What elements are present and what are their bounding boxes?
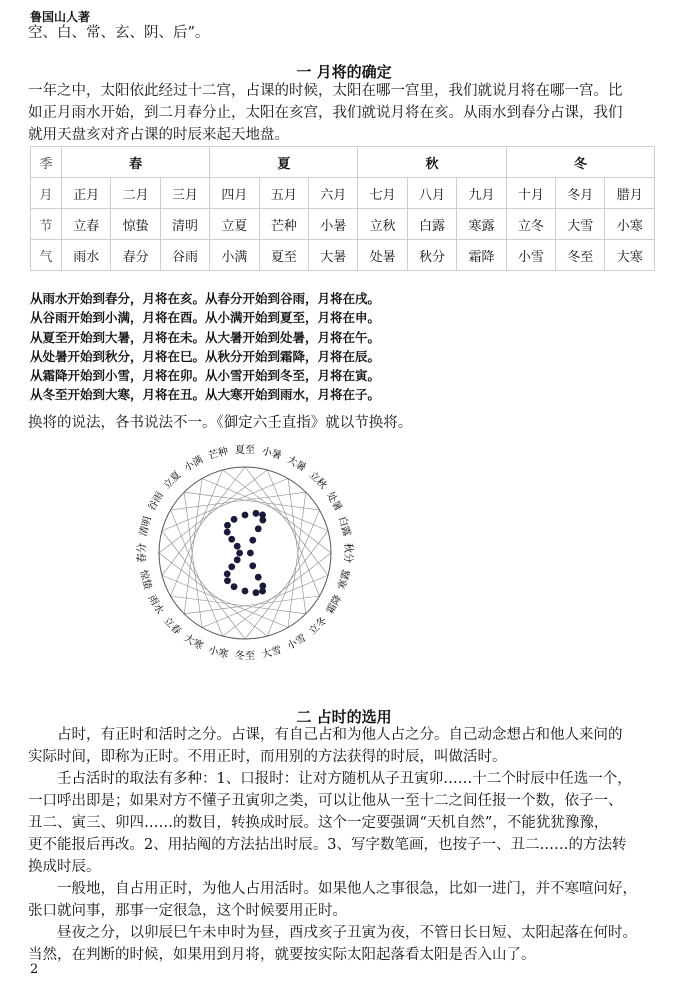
dial-term-label: 大暑 <box>284 454 308 474</box>
season-cell: 春 <box>62 147 210 178</box>
section2-body <box>28 724 662 966</box>
dial-term-label: 谷雨 <box>146 490 166 514</box>
sun-position-dot <box>253 589 260 596</box>
section1-paragraph <box>28 80 662 146</box>
sun-position-dot <box>236 550 243 557</box>
dial-chord <box>171 510 223 636</box>
text-line: 占时，有正时和活时之分。占课，有自己占和为他人占之分。自己动念想占和他人来问的 <box>57 727 623 743</box>
qi-cell: 春分 <box>111 240 160 271</box>
dial-term-label: 惊蛰 <box>137 568 153 591</box>
book-author-header: 鲁国山人著 <box>30 10 91 24</box>
solar-terms-table <box>30 146 655 271</box>
text-line: 就用天盘亥对齐占课的时辰来起天地盘。 <box>28 127 289 143</box>
dial-term-label: 春分 <box>137 543 148 563</box>
month-cell: 正月 <box>62 178 111 209</box>
jie-cell: 立夏 <box>210 209 259 240</box>
jie-cell: 立冬 <box>506 209 555 240</box>
table-row-qi <box>31 240 655 271</box>
sun-position-dot <box>224 577 231 584</box>
row-label: 气 <box>31 240 62 271</box>
qi-cell: 大寒 <box>605 240 655 271</box>
sun-position-dot <box>253 510 260 517</box>
text-line: 一口呼出即是；如果对方不懂子丑寅卯之类，可以让他从一至十二之间任报一个数，依子一、 <box>28 793 623 809</box>
qi-cell: 大暑 <box>309 240 358 271</box>
text-line: 壬占活时的取法有多种：1、口报时：让对方随机从子丑寅卯……十二个时辰中任选一个， <box>57 771 632 787</box>
dial-chord <box>162 479 288 531</box>
sun-position-dot <box>255 525 262 532</box>
dial-term-label: 小满 <box>182 454 206 474</box>
month-cell: 三月 <box>160 178 209 209</box>
dial-term-label: 立夏 <box>161 469 184 492</box>
dial-lines <box>159 467 331 639</box>
month-cell: 九月 <box>457 178 506 209</box>
month-cell: 二月 <box>111 178 160 209</box>
dial-term-label: 小寒 <box>207 645 230 661</box>
rule-line: 从霜降开始到小雪，月将在卯。从小雪开始到冬至，月将在寅。 <box>30 368 381 384</box>
dial-chord <box>184 479 202 614</box>
dial-chord <box>202 575 328 627</box>
jie-cell: 清明 <box>160 209 209 240</box>
dial-term-label: 寒露 <box>337 568 353 591</box>
sun-position-dot <box>242 588 249 595</box>
sun-position-dot <box>228 563 235 570</box>
month-cell: 冬月 <box>556 178 605 209</box>
sun-position-dot <box>231 583 238 590</box>
month-cell: 腊月 <box>605 178 655 209</box>
jie-cell: 惊蛰 <box>111 209 160 240</box>
jie-cell: 寒露 <box>457 209 506 240</box>
season-cell: 冬 <box>506 147 654 178</box>
sun-position-dot <box>228 536 235 543</box>
dial-chord <box>267 510 319 636</box>
dial-chord <box>288 492 306 627</box>
rule-line: 从冬至开始到大寒，月将在丑。从大寒开始到雨水，月将在子。 <box>30 387 381 403</box>
dial-chord <box>171 596 306 614</box>
section2-title: 二 占时的选用 <box>296 708 392 726</box>
jie-cell: 芒种 <box>259 209 308 240</box>
text-line: 张口就问事，那事一定很急，这个时候要用正时。 <box>28 903 347 919</box>
sun-position-dot <box>234 556 241 563</box>
jie-cell: 立秋 <box>358 209 407 240</box>
sun-position-dot <box>255 574 262 581</box>
rule-line: 从夏至开始到大暑，月将在未。从大暑开始到处暑，月将在午。 <box>30 329 381 345</box>
dial-chord <box>162 575 288 627</box>
month-cell: 五月 <box>259 178 308 209</box>
month-cell: 八月 <box>407 178 456 209</box>
sun-position-dot <box>259 517 266 524</box>
dial-chord <box>171 492 306 510</box>
season-cell: 夏 <box>210 147 358 178</box>
dial-chord <box>267 470 319 596</box>
dial-chord <box>184 492 202 627</box>
rule-line: 从处暑开始到秋分，月将在巳。从秋分开始到霜降，月将在辰。 <box>30 348 381 364</box>
sun-position-dot <box>242 512 249 519</box>
month-cell: 四月 <box>210 178 259 209</box>
qi-cell: 夏至 <box>259 240 308 271</box>
switch-note: 换将的说法，各书说法不一。《御定六壬直指》就以节换将。 <box>28 415 413 431</box>
sun-position-dot <box>224 529 231 536</box>
dial-term-label: 秋分 <box>342 543 353 563</box>
dial-dots <box>224 510 266 596</box>
qi-cell: 小雪 <box>506 240 555 271</box>
intro-line: 空、白、常、玄、阴、后”。 <box>28 25 210 41</box>
sun-position-dot <box>247 550 254 557</box>
row-label: 月 <box>31 178 62 209</box>
text-line: 丑二、寅三、卯四……的数目，转换成时辰。这个一定要强调“天机自然”，不能犹犹豫豫， <box>28 815 609 831</box>
dial-term-label: 白露 <box>336 515 352 538</box>
rule-line: 从雨水开始到春分，月将在亥。从春分开始到谷雨，月将在戌。 <box>30 291 381 306</box>
qi-cell: 处暑 <box>358 240 407 271</box>
jie-cell: 大雪 <box>556 209 605 240</box>
dial-chord <box>184 596 319 614</box>
jie-cell: 立春 <box>62 209 111 240</box>
jie-cell: 小暑 <box>309 209 358 240</box>
dial-term-label: 夏至 <box>235 445 255 456</box>
text-line: 实际时间，即称为正时。不用正时，而用别的方法获得的时辰，叫做活时。 <box>28 749 507 765</box>
row-label: 季 <box>31 147 62 178</box>
dial-chord <box>202 479 328 531</box>
month-general-rules <box>30 289 380 405</box>
sun-position-dot <box>234 543 241 550</box>
text-line: 换成时辰。 <box>28 859 101 875</box>
rule-line: 从谷雨开始到小满，月将在酉。从小满开始到夏至，月将在申。 <box>30 310 381 326</box>
dial-term-label: 立秋 <box>306 469 329 492</box>
dial-term-label: 清明 <box>138 515 154 538</box>
dial-term-label: 小暑 <box>260 446 283 462</box>
dial-term-label: 小雪 <box>285 632 309 653</box>
row-label: 节 <box>31 209 62 240</box>
dial-term-label: 立春 <box>160 615 183 638</box>
text-line: 昼夜之分，以卯辰巳午未申时为昼，酉戌亥子丑寅为夜，不管日长日短、太阳起落在何时。 <box>57 925 637 941</box>
table-row-season <box>31 147 655 178</box>
sun-position-dot <box>224 570 231 577</box>
dial-labels <box>135 444 355 662</box>
qi-cell: 谷雨 <box>160 240 209 271</box>
month-cell: 十月 <box>506 178 555 209</box>
dial-term-label: 霜降 <box>324 593 345 617</box>
qi-cell: 霜降 <box>457 240 506 271</box>
qi-cell: 雨水 <box>62 240 111 271</box>
dial-term-label: 冬至 <box>235 651 255 662</box>
month-cell: 七月 <box>358 178 407 209</box>
table-row-jie <box>31 209 655 240</box>
page-number: 2 <box>30 962 39 977</box>
dial-chord <box>184 492 319 510</box>
dial-chord <box>288 479 306 614</box>
month-cell: 六月 <box>309 178 358 209</box>
section1-title: 一 月将的确定 <box>296 63 392 81</box>
dial-term-label: 芒种 <box>207 446 230 462</box>
dial-term-label: 处暑 <box>324 490 344 514</box>
qi-cell: 小满 <box>210 240 259 271</box>
qi-cell: 秋分 <box>407 240 456 271</box>
dial-term-label: 大寒 <box>181 632 205 653</box>
text-line: 一年之中，太阳依此经过十二宫，占课的时候，太阳在哪一宫里，我们就说月将在哪一宫。比 <box>28 83 623 99</box>
dial-chord <box>171 470 223 596</box>
dial-circle <box>159 467 331 639</box>
text-line: 当然，在判断的时候，如果用到月将，就要按实际太阳起落看太阳是否入山了。 <box>28 947 536 963</box>
text-line: 更不能报后再改。2、用拈阄的方法拈出时辰。3、写字数笔画，也按子一、丑二……的方法转 <box>28 837 627 853</box>
jie-cell: 白露 <box>407 209 456 240</box>
jie-cell: 小寒 <box>605 209 655 240</box>
text-line: 如正月雨水开始，到二月春分止，太阳在亥宫，我们就说月将在亥。从雨水到春分占课，我们 <box>28 105 623 121</box>
dial-term-label: 立冬 <box>307 615 330 638</box>
table-row-month <box>31 178 655 209</box>
sun-position-dot <box>231 516 238 523</box>
dial-term-label: 大雪 <box>260 645 283 661</box>
sun-position-dot <box>224 522 231 529</box>
season-cell: 秋 <box>358 147 506 178</box>
dial-term-label: 雨水 <box>145 593 166 617</box>
qi-cell: 冬至 <box>556 240 605 271</box>
sun-position-dot <box>249 537 256 544</box>
solar-terms-dial <box>125 440 375 666</box>
sun-position-dot <box>259 588 266 595</box>
text-line: 一般地，自占用正时，为他人占用活时。如果他人之事很急，比如一进门，并不寒喧问好， <box>57 881 637 897</box>
sun-position-dot <box>249 562 256 569</box>
